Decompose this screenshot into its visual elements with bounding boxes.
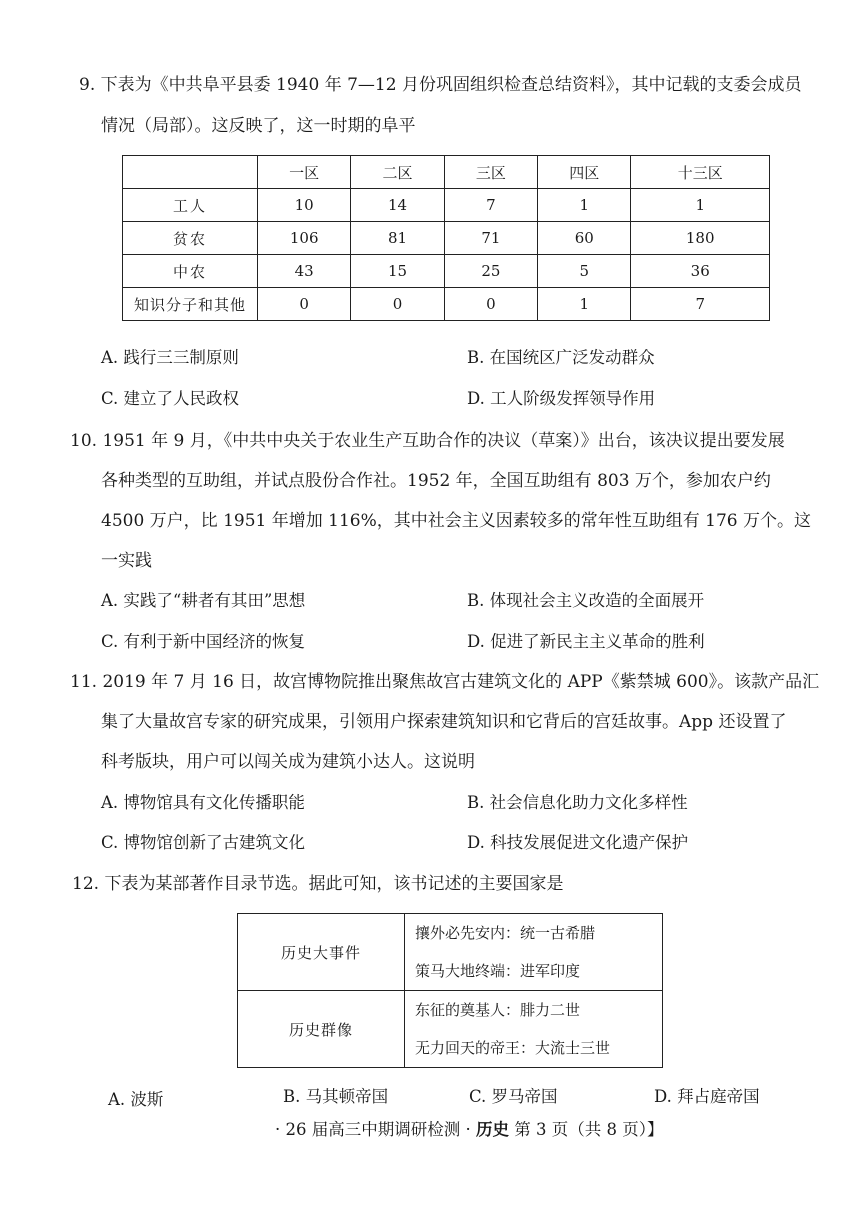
table-header-cell: 四区 bbox=[538, 156, 631, 189]
q10-stem-line2: 各种类型的互助组，并试点股份合作社。1952 年，全国互助组有 803 万个，参加农户约 bbox=[101, 471, 771, 491]
table-cell: 36 bbox=[631, 255, 770, 288]
q10-option-b[interactable]: B. 体现社会主义改造的全面展开 bbox=[467, 591, 705, 610]
q11-stem-line2: 集了大量故宫专家的研究成果，引领用户探索建筑知识和它背后的宫廷故事。App 还设置了 bbox=[101, 712, 787, 732]
table-row bbox=[238, 991, 663, 1068]
table-cell: 71 bbox=[444, 222, 537, 255]
q12-contents-table bbox=[237, 913, 663, 1068]
q9-option-d[interactable]: D. 工人阶级发挥领导作用 bbox=[467, 389, 656, 408]
footer-prefix: · 26 届高三中期调研检测 · bbox=[275, 1120, 476, 1139]
table-cell: 106 bbox=[258, 222, 351, 255]
q9-stem-line1: 9. 下表为《中共阜平县委 1940 年 7—12 月份巩固组织检查总结资料》，其中记载的支委会成员 bbox=[79, 75, 802, 95]
table-row bbox=[123, 255, 770, 288]
row-label: 贫农 bbox=[123, 222, 258, 255]
table-cell: 5 bbox=[538, 255, 631, 288]
table-cell: 25 bbox=[444, 255, 537, 288]
table-cell: 0 bbox=[351, 288, 444, 321]
q11-option-c[interactable]: C. 博物馆创新了古建筑文化 bbox=[101, 833, 306, 852]
items-cell bbox=[405, 991, 663, 1068]
table-cell: 1 bbox=[538, 189, 631, 222]
table-header-cell: 二区 bbox=[351, 156, 444, 189]
table-row bbox=[123, 189, 770, 222]
q12-stem-line1: 12. 下表为某部著作目录节选。据此可知，该书记述的主要国家是 bbox=[72, 874, 564, 894]
footer-page-number: 第 3 页（共 8 页）】 bbox=[508, 1120, 664, 1139]
table-row bbox=[123, 222, 770, 255]
q10-stem-line4: 一实践 bbox=[101, 551, 152, 571]
table-cell: 1 bbox=[538, 288, 631, 321]
footer-subject: 历史 bbox=[475, 1120, 509, 1139]
q11-stem-line3: 科考版块，用户可以闯关成为建筑小达人。这说明 bbox=[101, 752, 475, 772]
q12-option-b[interactable]: B. 马其顿帝国 bbox=[283, 1087, 389, 1106]
table-cell: 15 bbox=[351, 255, 444, 288]
category-cell: 历史大事件 bbox=[238, 914, 405, 991]
contents-entry: 攘外必先安内：统一古希腊 bbox=[415, 924, 596, 942]
page-footer bbox=[275, 1116, 663, 1140]
table-header-cell bbox=[123, 156, 258, 189]
q9-option-b[interactable]: B. 在国统区广泛发动群众 bbox=[467, 348, 655, 367]
row-label: 中农 bbox=[123, 255, 258, 288]
contents-entry: 策马大地终端：进军印度 bbox=[415, 962, 581, 980]
table-cell: 60 bbox=[538, 222, 631, 255]
items-cell bbox=[405, 914, 663, 991]
q12-option-a[interactable]: A. 波斯 bbox=[108, 1090, 164, 1109]
table-cell: 0 bbox=[258, 288, 351, 321]
q11-option-a[interactable]: A. 博物馆具有文化传播职能 bbox=[101, 793, 305, 812]
table-row bbox=[238, 914, 663, 991]
table-header-cell: 三区 bbox=[444, 156, 537, 189]
table-cell: 1 bbox=[631, 189, 770, 222]
q12-option-c[interactable]: C. 罗马帝国 bbox=[469, 1087, 558, 1106]
q11-stem-line1: 11. 2019 年 7 月 16 日，故宫博物院推出聚焦故宫古建筑文化的 APP《紫禁城 600》。该款产品汇 bbox=[70, 672, 820, 692]
q12-option-d[interactable]: D. 拜占庭帝国 bbox=[654, 1087, 760, 1106]
q11-option-b[interactable]: B. 社会信息化助力文化多样性 bbox=[467, 793, 688, 812]
table-cell: 43 bbox=[258, 255, 351, 288]
table-cell: 81 bbox=[351, 222, 444, 255]
q9-option-a[interactable]: A. 践行三三制原则 bbox=[101, 348, 239, 367]
table-cell: 180 bbox=[631, 222, 770, 255]
table-header-row bbox=[123, 156, 770, 189]
q10-option-a[interactable]: A. 实践了“耕者有其田”思想 bbox=[101, 591, 306, 610]
contents-entry: 东征的奠基人：腓力二世 bbox=[415, 1001, 581, 1019]
table-cell: 10 bbox=[258, 189, 351, 222]
table-cell: 7 bbox=[631, 288, 770, 321]
q10-option-d[interactable]: D. 促进了新民主主义革命的胜利 bbox=[467, 632, 705, 651]
q9-stem-line2: 情况（局部）。这反映了，这一时期的阜平 bbox=[101, 116, 416, 136]
table-header-cell: 一区 bbox=[258, 156, 351, 189]
category-cell: 历史群像 bbox=[238, 991, 405, 1068]
q10-stem-line3: 4500 万户，比 1951 年增加 116%，其中社会主义因素较多的常年性互助组有 176 万个。这 bbox=[101, 511, 811, 531]
table-cell: 7 bbox=[444, 189, 537, 222]
q10-option-c[interactable]: C. 有利于新中国经济的恢复 bbox=[101, 632, 306, 651]
contents-entry: 无力回天的帝王：大流士三世 bbox=[415, 1039, 611, 1057]
table-row bbox=[123, 288, 770, 321]
q9-table bbox=[122, 155, 770, 321]
row-label: 知识分子和其他 bbox=[123, 288, 258, 321]
table-cell: 0 bbox=[444, 288, 537, 321]
q10-stem-line1: 10. 1951 年 9 月，《中共中央关于农业生产互助合作的决议（草案）》出台，该决议提出要发展 bbox=[70, 431, 785, 451]
row-label: 工人 bbox=[123, 189, 258, 222]
q9-option-c[interactable]: C. 建立了人民政权 bbox=[101, 389, 240, 408]
table-cell: 14 bbox=[351, 189, 444, 222]
table-header-cell: 十三区 bbox=[631, 156, 770, 189]
q11-option-d[interactable]: D. 科技发展促进文化遗产保护 bbox=[467, 833, 689, 852]
